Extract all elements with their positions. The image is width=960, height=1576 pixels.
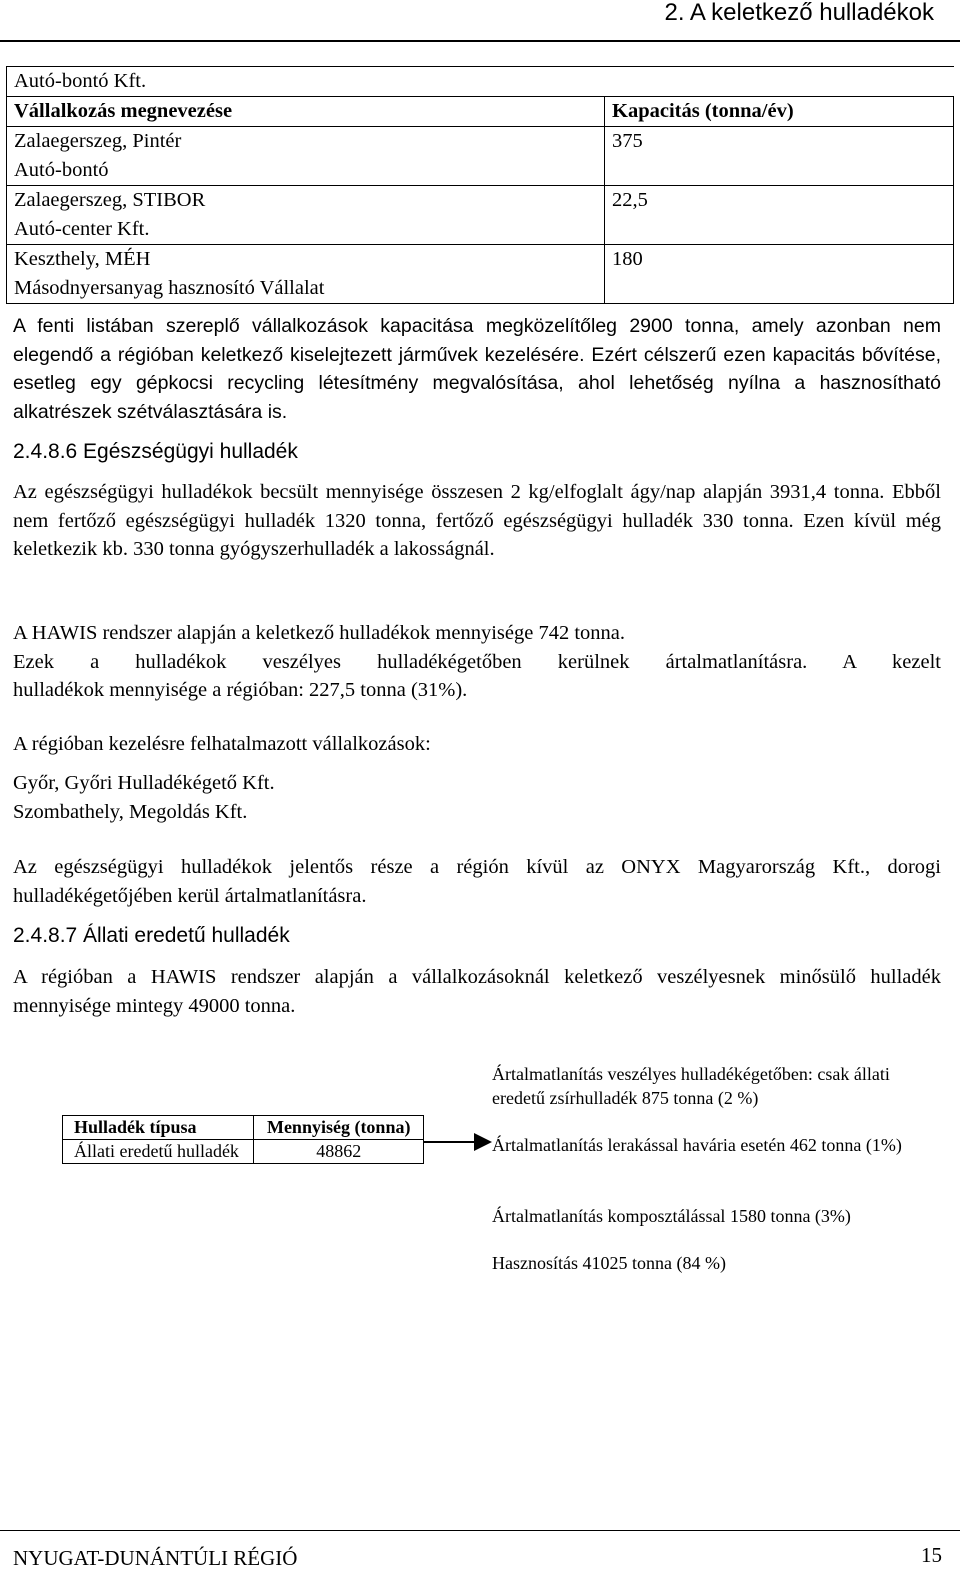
footer-region-name: NYUGAT-DUNÁNTÚLI RÉGIÓ <box>13 1546 298 1570</box>
text-line: Ezek a hulladékok veszélyes hulladékégetőben kerülnek ártalmatlanításra. A kezelt <box>13 650 941 673</box>
text-line: hulladékok mennyisége a régióban: 227,5 tonna (31%). <box>13 679 468 701</box>
side-note-composting: Ártalmatlanítás komposztálással 1580 tonna (3%) <box>492 1206 851 1226</box>
company-name-line: Autó-bontó Kft. <box>14 70 147 92</box>
page-number: 15 <box>921 1543 942 1567</box>
side-note-landfill: Ártalmatlanítás lerakással havária esetén 462 tonna (1%) <box>492 1135 902 1155</box>
running-header-title: 2. A keletkező hulladékok <box>664 0 934 26</box>
column-header-quantity: Mennyiség (tonna) <box>254 1116 424 1140</box>
waste-quantity-cell: 48862 <box>254 1140 424 1164</box>
table-row <box>7 127 954 186</box>
paragraph-onyx: Az egészségügyi hulladékok jelentős része a régión kívül az ONYX Magyarország Kft., dorogi hulladékégetőjében kerül ártalmatlanításra. <box>13 856 941 907</box>
arrow-head-icon <box>474 1133 492 1151</box>
company-name-line: Zalaegerszeg, Pintér <box>14 130 182 152</box>
capacity-value: 22,5 <box>605 186 954 245</box>
company-name-line: Keszthely, MÉH <box>14 248 151 270</box>
table-cell <box>7 186 605 245</box>
table-row <box>7 97 954 127</box>
column-header-company: Vállalkozás megnevezése <box>7 97 605 127</box>
header-divider <box>0 40 960 42</box>
table-cell <box>7 245 605 304</box>
side-note-recovery: Hasznosítás 41025 tonna (84 %) <box>492 1253 726 1273</box>
section-heading-health-waste: 2.4.8.6 Egészségügyi hulladék <box>13 440 298 463</box>
column-header-type: Hulladék típusa <box>63 1116 254 1140</box>
list-item: Szombathely, Megoldás Kft. <box>13 800 248 823</box>
paragraph-authorized-companies: A régióban kezelésre felhatalmazott vállalkozások: <box>13 733 431 755</box>
company-list <box>13 769 275 826</box>
table-row <box>63 1140 424 1164</box>
table-row <box>7 245 954 304</box>
table-cell <box>7 127 605 186</box>
animal-waste-table <box>62 1115 424 1164</box>
company-name-line: Autó-bontó <box>14 159 109 181</box>
paragraph-health-waste-amount: Az egészségügyi hulladékok becsült mennyisége összesen 2 kg/elfoglalt ágy/nap alapján 3931,4 tonna. Ebből nem fertőző egészségügyi hulladék 1320 tonna, fertőző egészségügyi hulladék 330 tonna. Ezen kívül még keletkezik kb. 330 tonna gyógyszerhulladék a lakosságnál. <box>13 481 941 560</box>
company-name-line: Másodnyersanyag hasznosító Vállalat <box>14 277 325 299</box>
text-line: A HAWIS rendszer alapján a keletkező hulladékok mennyisége 742 tonna. <box>13 622 626 644</box>
company-capacity-table <box>6 66 954 304</box>
paragraph-vehicle-capacity: A fenti listában szereplő vállalkozások kapacitása megközelítőleg 2900 tonna, amely azonban nem elegendő a régióban keletkező kiselejtezett járművek kezelésére. Ezért célszerű ezen kapacitás bővítése, esetleg egy gépkocsi recycling létesítmény megvalósítása, ahol lehetőség nyílna a hasznosítható alkatrészek szétválasztására is. <box>13 315 941 423</box>
arrow-connector <box>424 1141 480 1143</box>
column-header-capacity: Kapacitás (tonna/év) <box>605 97 954 127</box>
waste-type-cell: Állati eredetű hulladék <box>63 1140 254 1164</box>
table-row <box>7 186 954 245</box>
table-row <box>7 67 954 97</box>
table-cell <box>7 67 954 97</box>
table-row <box>63 1116 424 1140</box>
side-note-incineration: Ártalmatlanítás veszélyes hulladékégetőben: csak állati eredetű zsírhulladék 875 tonna (2 %) <box>492 1064 890 1108</box>
footer-divider <box>0 1530 960 1531</box>
company-name-line: Zalaegerszeg, STIBOR <box>14 189 206 211</box>
capacity-value: 180 <box>605 245 954 304</box>
capacity-value: 375 <box>605 127 954 186</box>
section-heading-animal-waste: 2.4.8.7 Állati eredetű hulladék <box>13 924 290 947</box>
company-name-line: Autó-center Kft. <box>14 218 150 240</box>
paragraph-hawis <box>13 619 941 705</box>
paragraph-animal-waste: A régióban a HAWIS rendszer alapján a vállalkozásoknál keletkező veszélyesnek minősülő hulladék mennyisége mintegy 49000 tonna. <box>13 966 941 1017</box>
list-item: Győr, Győri Hulladékégető Kft. <box>13 772 275 794</box>
